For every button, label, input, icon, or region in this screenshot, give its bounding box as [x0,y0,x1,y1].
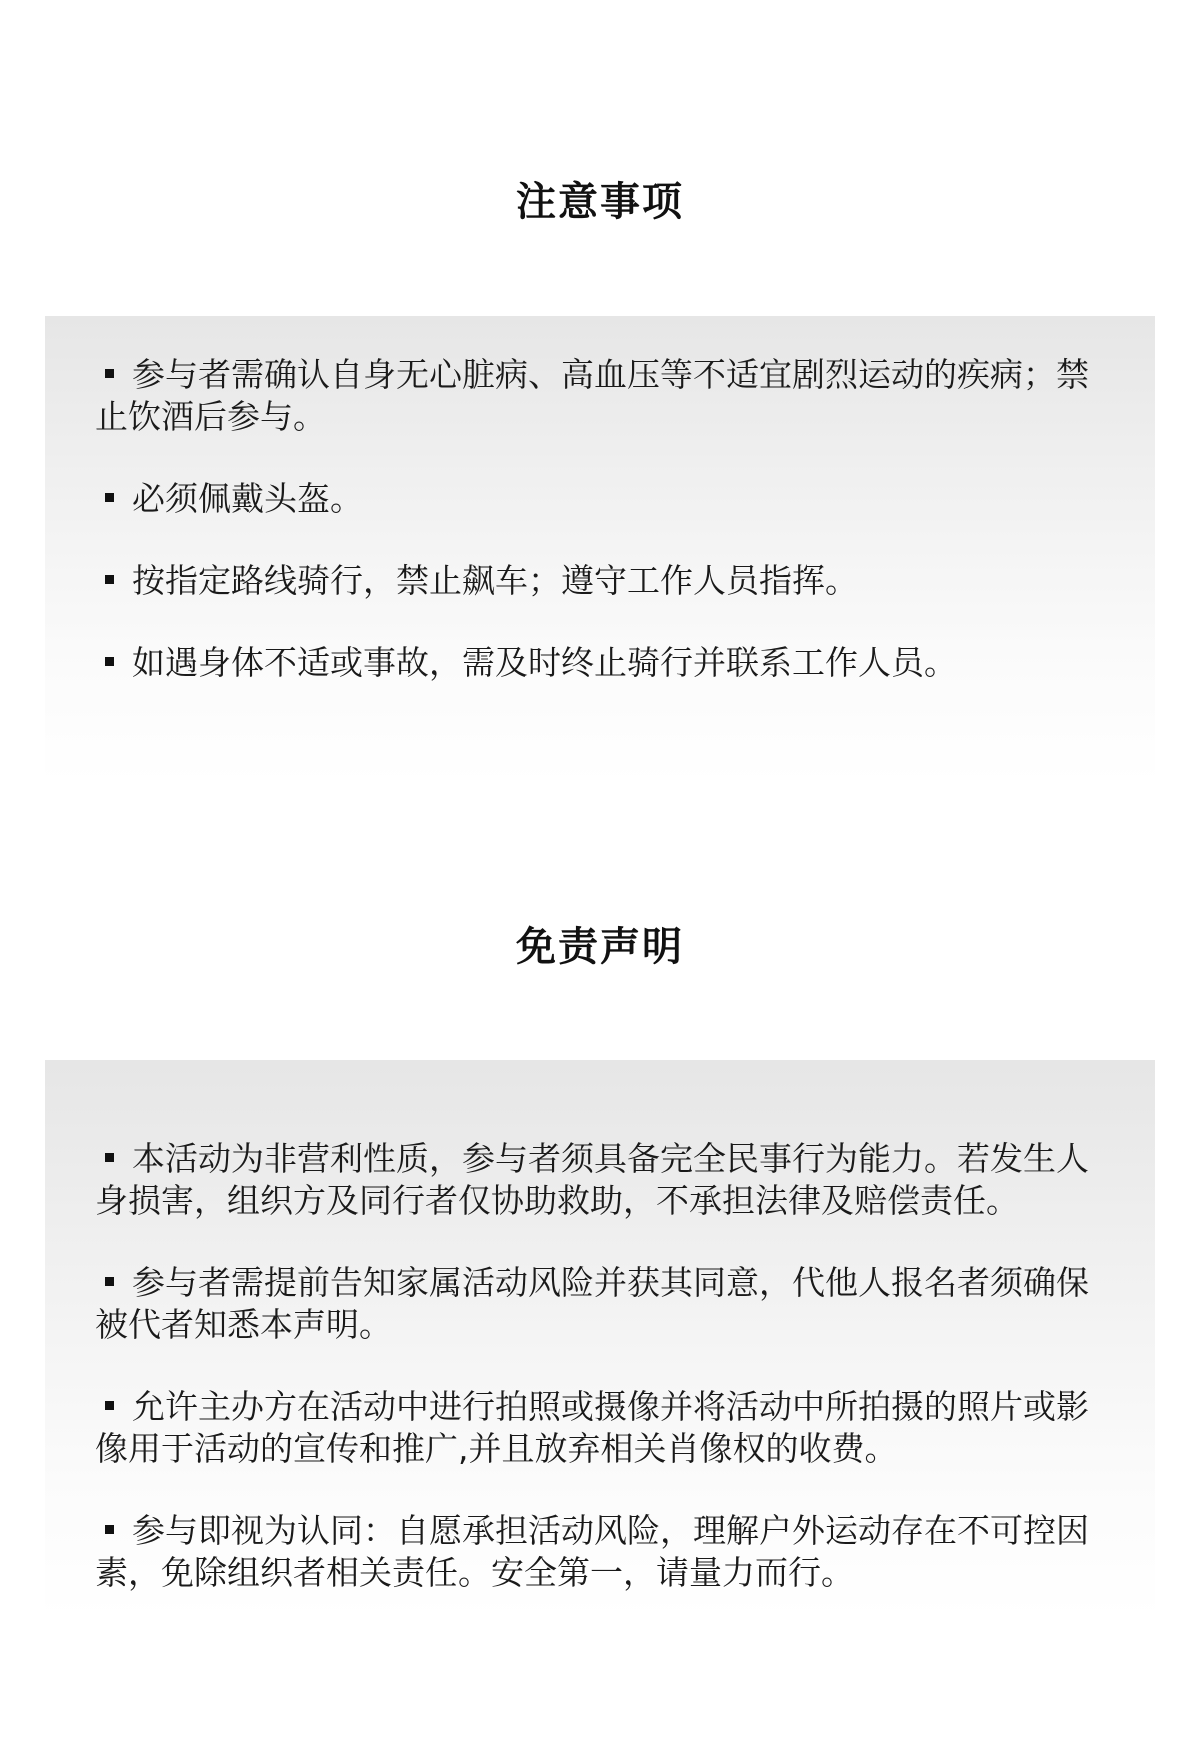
bullet-icon [105,1401,114,1410]
disclaimer-item [95,1386,1107,1470]
notes-item-text: 必须佩戴头盔。 [132,479,363,518]
notes-item-text: 如遇身体不适或事故，需及时终止骑行并联系工作人员。 [132,643,957,682]
notes-item [95,354,1107,438]
disclaimer-item-text: 参与者需提前告知家属活动风险并获其同意，代他人报名者须确保被代者知悉本声明。 [95,1263,1089,1344]
disclaimer-item [95,1138,1107,1222]
disclaimer-item-text: 本活动为非营利性质，参与者须具备完全民事行为能力。若发生人身损害，组织方及同行者仅协助救助，不承担法律及赔偿责任。 [95,1139,1089,1220]
bullet-icon [105,1525,114,1534]
bullet-icon [105,493,114,502]
notes-item-text: 按指定路线骑行，禁止飙车；遵守工作人员指挥。 [132,561,858,600]
disclaimer-card [45,1060,1155,1620]
disclaimer-item-text: 允许主办方在活动中进行拍照或摄像并将活动中所拍摄的照片或影像用于活动的宣传和推广,并且放弃相关肖像权的收费。 [95,1387,1089,1468]
bullet-icon [105,369,114,378]
notes-item [95,642,1107,684]
bullet-icon [105,575,114,584]
notes-item [95,560,1107,602]
notes-title: 注意事项 [516,179,684,225]
bullet-icon [105,657,114,666]
notes-item [95,478,1107,520]
disclaimer-item [95,1262,1107,1346]
disclaimer-item [95,1510,1107,1594]
notes-card [45,316,1155,784]
bullet-icon [105,1153,114,1162]
disclaimer-item-text: 参与即视为认同：自愿承担活动风险，理解户外运动存在不可控因素，免除组织者相关责任。安全第一，请量力而行。 [95,1511,1089,1592]
bullet-icon [105,1277,114,1286]
notes-item-text: 参与者需确认自身无心脏病、高血压等不适宜剧烈运动的疾病；禁止饮酒后参与。 [95,355,1089,436]
disclaimer-title: 免责声明 [516,924,684,970]
